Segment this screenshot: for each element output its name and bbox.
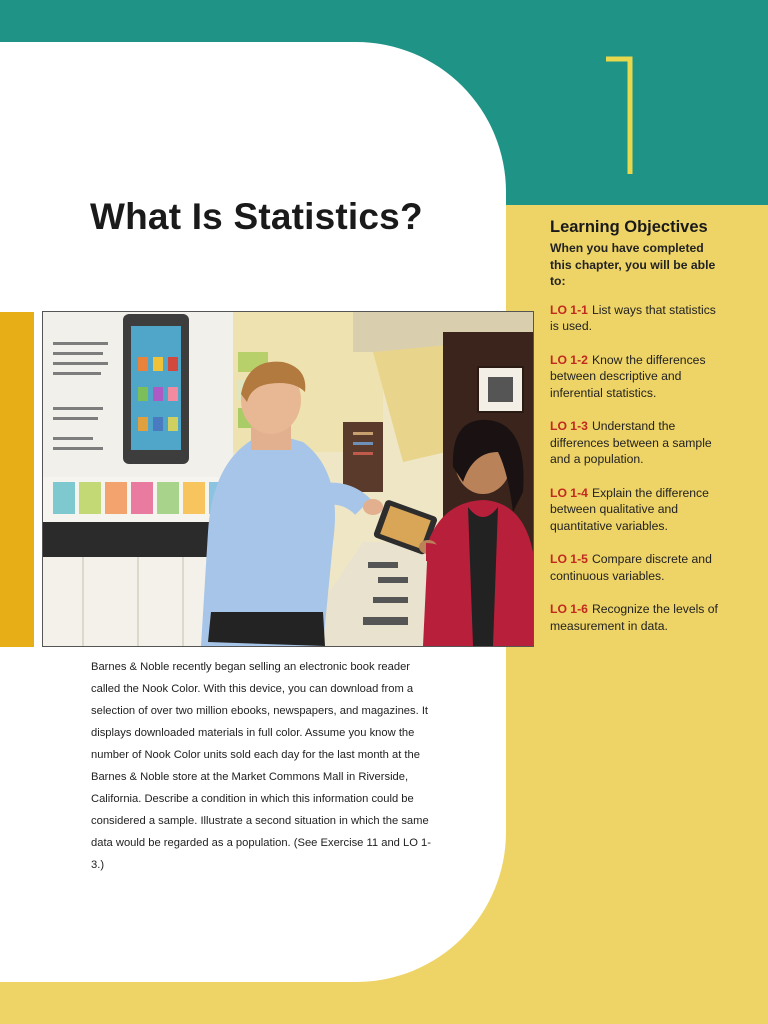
lo-item [550,352,725,402]
lo-item [550,485,725,535]
intro-paragraph: Barnes & Noble recently began selling an electronic book reader called the Nook Color. With this device, you can download from a selection of over two million ebooks, newspapers, and magazines. It displays downloaded materials in full color. Assume you know the number of Nook Color units sold each day for the last month at the Barnes & Noble store at the Market Commons Mall in Riverside, California. Describe a condition in which this information could be considered a sample. Illustrate a second situation in which the same data would be regarded as a population. (See Exercise 11 and LO 1-3.) [91,661,431,871]
lo-code: LO 1-1 [550,302,588,317]
photo-illustration [43,312,533,646]
lo-item [550,551,725,584]
gold-accent-tab [0,312,34,647]
lo-text: Explain the difference between qualitative and quantitative variables. [550,485,709,533]
lo-text: Know the differences between descriptive and inferential statistics. [550,352,706,400]
lo-item [550,601,725,634]
lo-code: LO 1-6 [550,602,588,616]
lo-code: LO 1-2 [550,352,588,367]
chapter-title: What Is Statistics? [90,196,423,237]
store-photo [42,311,534,647]
lo-text: Compare discrete and continuous variables. [550,552,712,583]
lo-code: LO 1-4 [550,485,588,500]
chapter-number-1 [600,56,636,176]
lo-text: Understand the differences between a sample and a population. [550,419,712,466]
lo-intro: When you have completed this chapter, you will be able to: [550,241,716,288]
lo-text: List ways that statistics is used. [550,302,716,333]
lo-code: LO 1-5 [550,552,588,566]
lo-item [550,302,725,335]
lo-heading: Learning Objectives [550,218,708,236]
lo-text: Recognize the levels of measurement in data. [550,602,718,633]
learning-objectives-panel [550,218,725,651]
lo-code: LO 1-3 [550,419,588,433]
lo-item [550,418,725,468]
